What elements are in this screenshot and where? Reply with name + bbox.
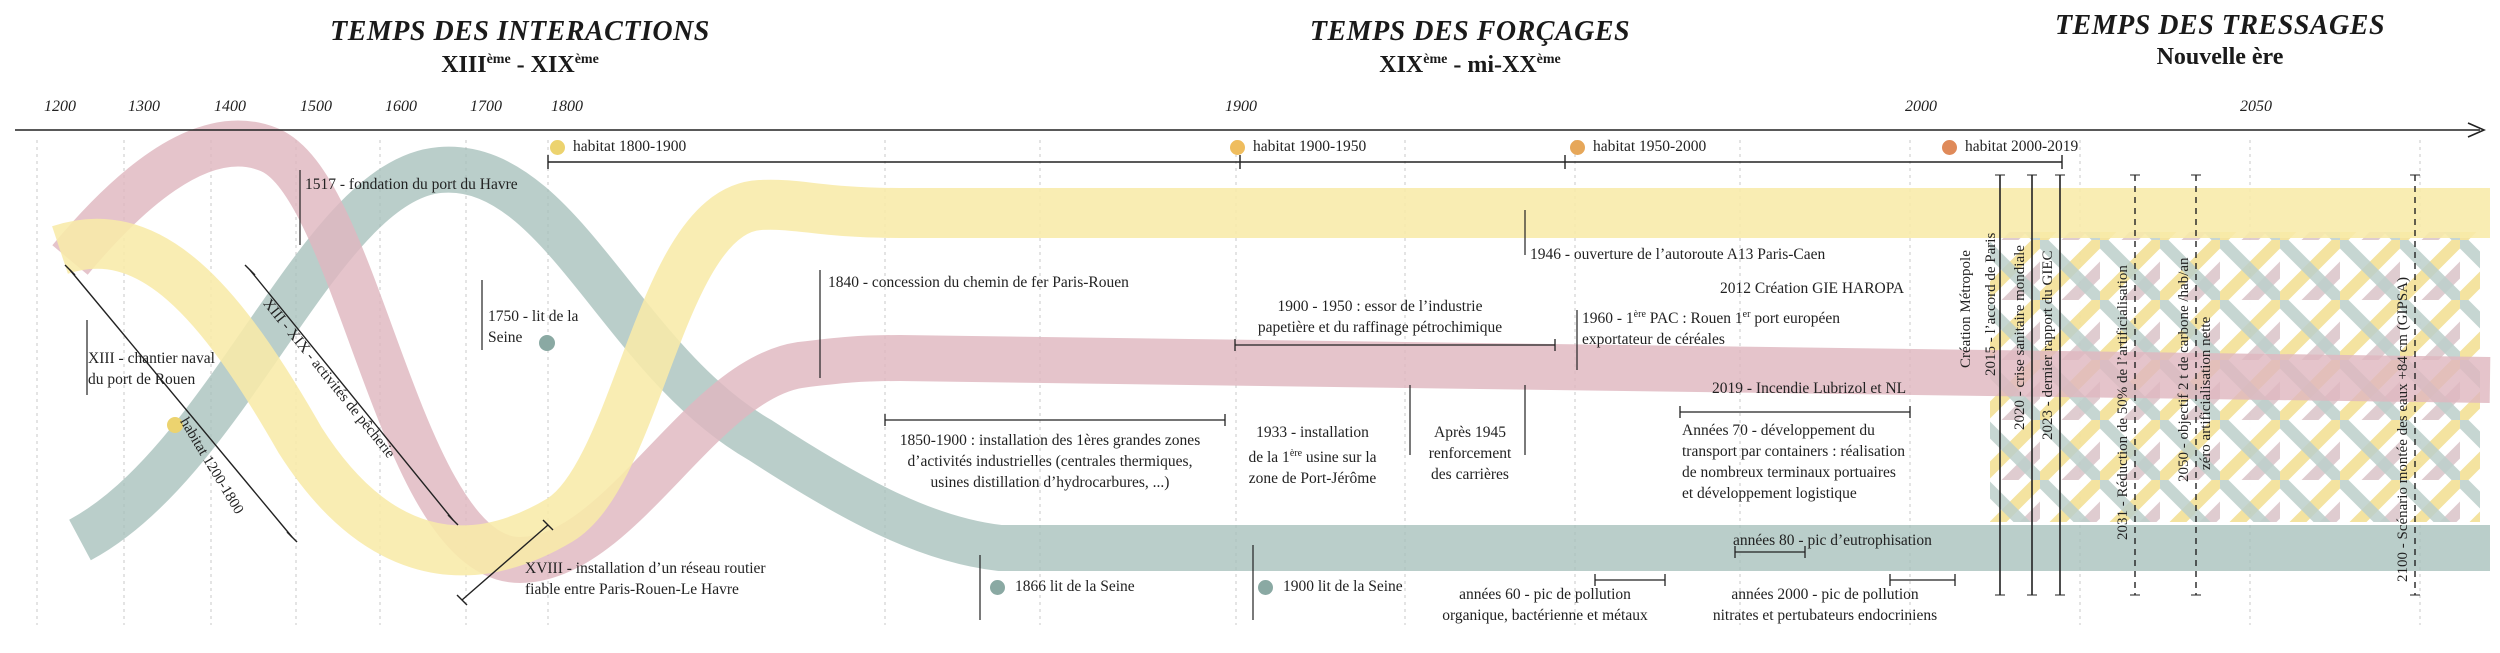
event-pac-line1b: PAC : Rouen 1 [1645, 310, 1743, 328]
event-pollution-2000-line1: années 2000 - pic de pollution [1731, 586, 1919, 603]
period-sub-forcages-sep: - mi- [1447, 52, 1502, 78]
event-zones-line2: d’activités industrielles (centrales thermiques, [907, 453, 1193, 470]
habitat-1200-1800-label: habitat 1200-1800 [176, 415, 247, 518]
event-carrieres [1410, 422, 1530, 485]
vertical-giec: 2023 - dernier rapport du GIEC [2040, 250, 2056, 440]
event-containers-line2: transport par containers : réalisation [1682, 443, 1905, 460]
lit-1866-label: 1866 lit de la Seine [1015, 578, 1135, 595]
event-pollution-2000 [1680, 584, 1970, 626]
event-chemin-de-fer: 1840 - concession du chemin de fer Paris-Rouen [828, 274, 1129, 291]
year-1800: 1800 [551, 98, 583, 115]
event-pac-line1a: 1960 - 1 [1582, 310, 1634, 328]
event-usine-line3: zone de Port-Jérôme [1248, 470, 1377, 488]
event-usine-1933 [1225, 422, 1400, 489]
event-usine-line2-sup: ère [1289, 448, 1303, 459]
period-sub-forcages-b-sup: ème [1536, 52, 1561, 67]
event-eutrophisation: années 80 - pic d’eutrophisation [1733, 532, 1932, 549]
event-lubrizol: 2019 - Incendie Lubrizol et NL [1712, 380, 1907, 397]
event-containers-line4: et développement logistique [1682, 485, 1857, 502]
event-chantier-line2: du port de Rouen [88, 371, 196, 388]
vertical-crise: 2020 - crise sanitaire mondiale [2012, 245, 2028, 430]
lit-1900-label: 1900 lit de la Seine [1283, 578, 1403, 595]
event-reseau-line2: fiable entre Paris-Rouen-Le Havre [525, 581, 739, 598]
period-title-interactions: TEMPS DES INTERACTIONS [330, 16, 710, 47]
event-zones-line1: 1850-1900 : installation des 1ères grandes zones [899, 432, 1201, 449]
event-lit-1866 [990, 578, 1135, 596]
vertical-montee: 2100 - Scénario montée des eaux +84 cm (GIPSA) [2395, 276, 2411, 582]
event-pollution-2000-line2: nitrates et pertubateurs endocriniens [1712, 607, 1938, 624]
year-1200: 1200 [44, 98, 76, 115]
event-containers-line1: Années 70 - développement du [1682, 422, 1875, 439]
lit-1900-dot [1258, 580, 1273, 595]
habitat-bracket [548, 155, 2062, 169]
period-sub-interactions-a: XIII [441, 52, 487, 78]
habitat-dot-4 [1942, 140, 1957, 155]
event-papeterie [1215, 296, 1545, 338]
year-2050: 2050 [2240, 98, 2272, 115]
event-pac-line1 [1582, 304, 1840, 329]
event-pollution-60-line2: organique, bactérienne et métaux [1442, 607, 1648, 624]
event-usine-line2b: usine sur la [1302, 449, 1377, 467]
vertical-paris: 2015 - l’accord de Paris [1983, 232, 1999, 376]
event-containers-line3: de nombreux terminaux portuaires [1682, 464, 1896, 481]
event-zones-industrielles [855, 430, 1245, 493]
period-title-tressages: TEMPS DES TRESSAGES [2054, 10, 2386, 41]
habitat-1950-2000 [1570, 138, 1706, 156]
event-usine-line2a: de la 1 [1248, 449, 1290, 467]
year-1300: 1300 [128, 98, 160, 115]
event-pac-sup2: er [1742, 309, 1751, 320]
year-1600: 1600 [385, 98, 417, 115]
lit-1866-dot [990, 580, 1005, 595]
event-lit-1750-line1: 1750 - lit de la [488, 308, 579, 325]
event-a13: 1946 - ouverture de l’autoroute A13 Paris-Caen [1530, 246, 1826, 263]
habitat-dot-1 [550, 140, 565, 155]
habitat-dot-2 [1230, 140, 1245, 155]
vertical-metropole: Création Métropole [1958, 250, 1974, 368]
event-reseau-routier [525, 558, 766, 600]
vertical-carbone-2: zéro artificialisation nette [2198, 316, 2214, 470]
habitat-1900-1950 [1230, 138, 1366, 156]
event-pac-sup1: ère [1633, 309, 1646, 320]
year-1400: 1400 [214, 98, 246, 115]
event-chantier-line1: XIII - chantier naval [88, 350, 215, 367]
event-lit-1900 [1258, 578, 1403, 596]
vertical-artif: 2031 - Réduction de 50% de l’artificialisation [2115, 265, 2131, 540]
event-pac-line2: exportateur de céréales [1582, 331, 1725, 349]
event-zones-line3: usines distillation d’hydrocarbures, ...) [930, 474, 1170, 491]
event-chantier-naval [88, 348, 215, 390]
period-sub-forcages-a: XIX [1379, 52, 1424, 78]
event-papeterie-line2: papetière et du raffinage pétrochimique [1257, 319, 1503, 336]
event-carrieres-line1: Après 1945 [1434, 424, 1506, 441]
event-pac [1582, 304, 1840, 350]
year-2000: 2000 [1905, 98, 1937, 115]
period-sub-interactions-sep: - [510, 52, 531, 78]
event-port-havre: 1517 - fondation du port du Havre [305, 176, 518, 193]
habitat-1800-1900 [550, 138, 686, 156]
period-sub-forcages [1190, 52, 1750, 79]
period-title-forcages: TEMPS DES FORÇAGES [1309, 16, 1631, 47]
year-1700: 1700 [470, 98, 502, 115]
period-sub-forcages-a-sup: ème [1423, 52, 1448, 67]
period-sub-tressages: Nouvelle ère [2156, 44, 2284, 70]
vertical-carbone-1: 2050 - objectif 2 t de carbone /hab/an [2176, 257, 2192, 482]
year-1900: 1900 [1225, 98, 1257, 115]
event-usine-line2 [1225, 443, 1400, 468]
habitat-label-3: habitat 1950-2000 [1593, 138, 1707, 155]
period-sub-forcages-b: XX [1502, 52, 1537, 78]
event-containers [1682, 420, 1905, 504]
event-papeterie-line1: 1900 - 1950 : essor de l’industrie [1277, 298, 1483, 315]
event-haropa: 2012 Création GIE HAROPA [1720, 280, 1905, 297]
time-axis [15, 123, 2484, 137]
event-lit-1750 [488, 306, 578, 348]
event-lit-1750-line2: Seine [488, 329, 523, 346]
habitat-label-2: habitat 1900-1950 [1253, 138, 1367, 155]
event-peche: XIII - XIX - activités de pêcherie [259, 296, 398, 462]
event-pac-line1c: port européen [1750, 310, 1840, 328]
habitat-2000-2019 [1942, 138, 2078, 156]
event-carrieres-line3: des carrières [1431, 466, 1509, 483]
event-reseau-line1: XVIII - installation d’un réseau routier [525, 560, 766, 577]
habitat-label-1: habitat 1800-1900 [573, 138, 687, 155]
period-sub-interactions-b: XIX [530, 52, 575, 78]
year-1500: 1500 [300, 98, 332, 115]
period-sub-interactions-a-sup: ème [486, 52, 511, 67]
event-carrieres-line2: renforcement [1428, 445, 1512, 462]
habitat-dot-3 [1570, 140, 1585, 155]
event-pollution-60 [1410, 584, 1680, 626]
period-sub-interactions-b-sup: ème [574, 52, 599, 67]
period-sub-interactions [240, 52, 800, 79]
event-usine-line1: 1933 - installation [1256, 424, 1369, 441]
habitat-label-4: habitat 2000-2019 [1965, 138, 2079, 155]
event-pollution-60-line1: années 60 - pic de pollution [1459, 586, 1631, 603]
